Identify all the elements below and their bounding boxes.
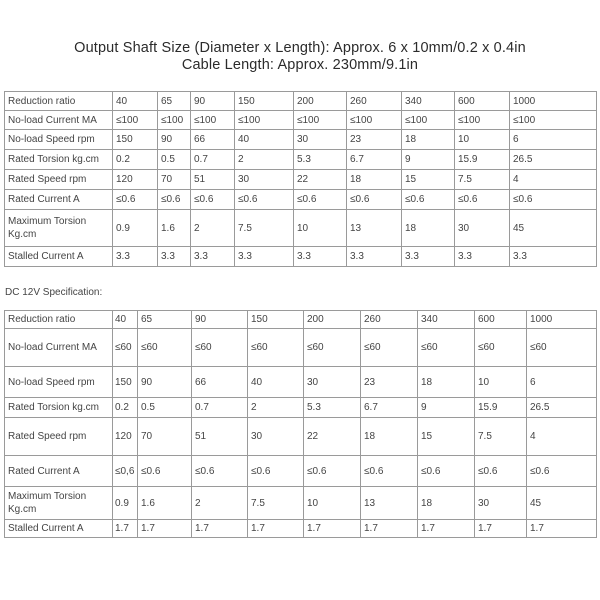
table-cell: 10 (304, 487, 361, 520)
table-cell: 3.3 (347, 247, 402, 267)
table-cell: ≤60 (361, 329, 418, 367)
table-cell: 51 (191, 170, 235, 190)
row-label: Rated Torsion kg.cm (5, 150, 113, 170)
table-cell: 150 (113, 367, 138, 398)
table-cell: ≤0.6 (361, 456, 418, 487)
table-row (5, 247, 597, 267)
table-cell: 30 (248, 418, 304, 456)
table-cell: ≤0.6 (138, 456, 192, 487)
table-cell: ≤0.6 (347, 190, 402, 210)
table-cell: ≤100 (455, 111, 510, 130)
table-cell: 1.7 (304, 520, 361, 538)
table-cell: 15.9 (455, 150, 510, 170)
table-cell: 9 (418, 398, 475, 418)
table-cell: 90 (192, 311, 248, 329)
spec-table-2 (4, 310, 597, 538)
table-cell: 1.7 (361, 520, 418, 538)
table-cell: 150 (113, 130, 158, 150)
table-cell: 13 (361, 487, 418, 520)
row-label: Stalled Current A (5, 247, 113, 267)
table-cell: 30 (304, 367, 361, 398)
table-cell: 340 (418, 311, 475, 329)
spec-table-1 (4, 91, 597, 267)
row-label: No-load Current MA (5, 111, 113, 130)
row-label: Reduction ratio (5, 92, 113, 111)
table-cell: 30 (235, 170, 294, 190)
table-cell: 40 (113, 92, 158, 111)
table-row (5, 418, 597, 456)
table-cell: 340 (402, 92, 455, 111)
table-cell: 4 (527, 418, 597, 456)
table-cell: 1000 (527, 311, 597, 329)
table-row (5, 367, 597, 398)
table-cell: 22 (304, 418, 361, 456)
table-row (5, 520, 597, 538)
table-row (5, 329, 597, 367)
table-row (5, 311, 597, 329)
table-cell: 51 (192, 418, 248, 456)
table-cell: 18 (418, 487, 475, 520)
table-cell: 120 (113, 170, 158, 190)
table-cell: 0.9 (113, 210, 158, 247)
row-label: Rated Current A (5, 190, 113, 210)
table-cell: ≤60 (113, 329, 138, 367)
table-cell: 15 (418, 418, 475, 456)
table-cell: 45 (510, 210, 597, 247)
table-cell: 9 (402, 150, 455, 170)
table-cell: 40 (113, 311, 138, 329)
row-label: Rated Current A (5, 456, 113, 487)
table-cell: 18 (347, 170, 402, 190)
table-cell: 3.3 (294, 247, 347, 267)
shaft-size-line: Output Shaft Size (Diameter x Length): Approx. 6 x 10mm/0.2 x 0.4in (74, 40, 526, 56)
table-cell: 26.5 (527, 398, 597, 418)
table-cell: ≤0.6 (475, 456, 527, 487)
table-cell: 1.7 (248, 520, 304, 538)
table-cell: 10 (455, 130, 510, 150)
table-row (5, 487, 597, 520)
table-cell: 10 (475, 367, 527, 398)
table-cell: ≤0.6 (304, 456, 361, 487)
table-cell: 0.9 (113, 487, 138, 520)
row-label: Stalled Current A (5, 520, 113, 538)
row-label: Maximum Torsion Kg.cm (5, 210, 113, 247)
table-cell: 0.2 (113, 150, 158, 170)
table-cell: ≤0.6 (191, 190, 235, 210)
table-row (5, 92, 597, 111)
table-cell: 6 (510, 130, 597, 150)
table-cell: 65 (158, 92, 191, 111)
table-cell: 2 (235, 150, 294, 170)
table-cell: 6.7 (347, 150, 402, 170)
table-cell: 3.3 (510, 247, 597, 267)
table-cell: 7.5 (248, 487, 304, 520)
table-cell: ≤60 (475, 329, 527, 367)
table-cell: 1.7 (418, 520, 475, 538)
row-label: No-load Speed rpm (5, 367, 113, 398)
table-cell: 65 (138, 311, 192, 329)
dc12v-section-label: DC 12V Specification: (5, 287, 103, 298)
table-cell: 3.3 (235, 247, 294, 267)
table-cell: 1.7 (113, 520, 138, 538)
table-cell: 260 (361, 311, 418, 329)
table-cell: 15.9 (475, 398, 527, 418)
table-cell: 600 (475, 311, 527, 329)
row-label: Rated Speed rpm (5, 418, 113, 456)
table-cell: 18 (361, 418, 418, 456)
table-cell: 0.5 (158, 150, 191, 170)
table-cell: ≤0.6 (113, 190, 158, 210)
table-cell: 1.6 (158, 210, 191, 247)
table-cell: 18 (402, 130, 455, 150)
table-cell: 1000 (510, 92, 597, 111)
table-cell: 0.5 (138, 398, 192, 418)
table-cell: 1.7 (138, 520, 192, 538)
table-row (5, 456, 597, 487)
table-cell: 5.3 (294, 150, 347, 170)
table-cell: ≤60 (138, 329, 192, 367)
table-cell: ≤100 (235, 111, 294, 130)
table-cell: 7.5 (235, 210, 294, 247)
table-cell: 1.7 (192, 520, 248, 538)
table-cell: 7.5 (455, 170, 510, 190)
table-cell: 90 (158, 130, 191, 150)
table-cell: 1.7 (475, 520, 527, 538)
row-label: Rated Speed rpm (5, 170, 113, 190)
table-cell: 2 (192, 487, 248, 520)
table-row (5, 111, 597, 130)
table-row (5, 130, 597, 150)
table-row (5, 210, 597, 247)
table-row (5, 150, 597, 170)
table-cell: 6 (527, 367, 597, 398)
table-cell: ≤0.6 (527, 456, 597, 487)
table-cell: ≤0,6 (113, 456, 138, 487)
table-cell: 30 (294, 130, 347, 150)
table-cell: ≤100 (113, 111, 158, 130)
table-cell: ≤100 (158, 111, 191, 130)
table-cell: ≤60 (527, 329, 597, 367)
table-cell: 18 (402, 210, 455, 247)
table-cell: ≤100 (510, 111, 597, 130)
table-cell: 70 (138, 418, 192, 456)
table-cell: 3.3 (191, 247, 235, 267)
table-cell: 1.6 (138, 487, 192, 520)
table-cell: 13 (347, 210, 402, 247)
table-cell: 0.7 (191, 150, 235, 170)
table-cell: 150 (235, 92, 294, 111)
table-row (5, 190, 597, 210)
table-cell: 40 (235, 130, 294, 150)
table-cell: ≤0.6 (402, 190, 455, 210)
table-cell: 40 (248, 367, 304, 398)
table-cell: 2 (191, 210, 235, 247)
table-cell: 10 (294, 210, 347, 247)
table-cell: ≤0.6 (418, 456, 475, 487)
table-cell: 260 (347, 92, 402, 111)
table-cell: 90 (191, 92, 235, 111)
table-cell: ≤60 (304, 329, 361, 367)
spec-header (0, 40, 600, 74)
table-cell: 2 (248, 398, 304, 418)
table-cell: 30 (455, 210, 510, 247)
table-cell: 1.7 (527, 520, 597, 538)
table-cell: 120 (113, 418, 138, 456)
table-cell: 3.3 (455, 247, 510, 267)
table-cell: 70 (158, 170, 191, 190)
table-cell: ≤100 (347, 111, 402, 130)
table-cell: 26.5 (510, 150, 597, 170)
table-cell: ≤60 (192, 329, 248, 367)
row-label: Rated Torsion kg.cm (5, 398, 113, 418)
table-cell: ≤100 (402, 111, 455, 130)
table-cell: 200 (294, 92, 347, 111)
table-cell: ≤100 (294, 111, 347, 130)
row-label: No-load Current MA (5, 329, 113, 367)
table-cell: 3.3 (158, 247, 191, 267)
table-cell: ≤0.6 (510, 190, 597, 210)
table-cell: 150 (248, 311, 304, 329)
table-cell: 0.2 (113, 398, 138, 418)
table-cell: 66 (192, 367, 248, 398)
table-cell: ≤0.6 (192, 456, 248, 487)
table-cell: ≤0.6 (235, 190, 294, 210)
table-cell: ≤60 (418, 329, 475, 367)
table-cell: 3.3 (113, 247, 158, 267)
table-cell: 3.3 (402, 247, 455, 267)
table-row (5, 170, 597, 190)
table-cell: 4 (510, 170, 597, 190)
table-cell: 66 (191, 130, 235, 150)
table-cell: 90 (138, 367, 192, 398)
table-cell: 0.7 (192, 398, 248, 418)
table-cell: ≤60 (248, 329, 304, 367)
row-label: Reduction ratio (5, 311, 113, 329)
table-cell: ≤0.6 (158, 190, 191, 210)
table-row (5, 398, 597, 418)
table-cell: 6.7 (361, 398, 418, 418)
table-cell: ≤0.6 (248, 456, 304, 487)
table-cell: 18 (418, 367, 475, 398)
table-cell: 5.3 (304, 398, 361, 418)
row-label: No-load Speed rpm (5, 130, 113, 150)
table-cell: 30 (475, 487, 527, 520)
table-cell: ≤0.6 (455, 190, 510, 210)
cable-length-line: Cable Length: Approx. 230mm/9.1in (181, 57, 419, 73)
row-label: Maximum Torsion Kg.cm (5, 487, 113, 520)
table-cell: 22 (294, 170, 347, 190)
table-cell: 15 (402, 170, 455, 190)
table-cell: ≤100 (191, 111, 235, 130)
table-cell: 23 (361, 367, 418, 398)
table-cell: 200 (304, 311, 361, 329)
table-cell: 600 (455, 92, 510, 111)
table-cell: 7.5 (475, 418, 527, 456)
table-cell: ≤0.6 (294, 190, 347, 210)
table-cell: 23 (347, 130, 402, 150)
table-cell: 45 (527, 487, 597, 520)
